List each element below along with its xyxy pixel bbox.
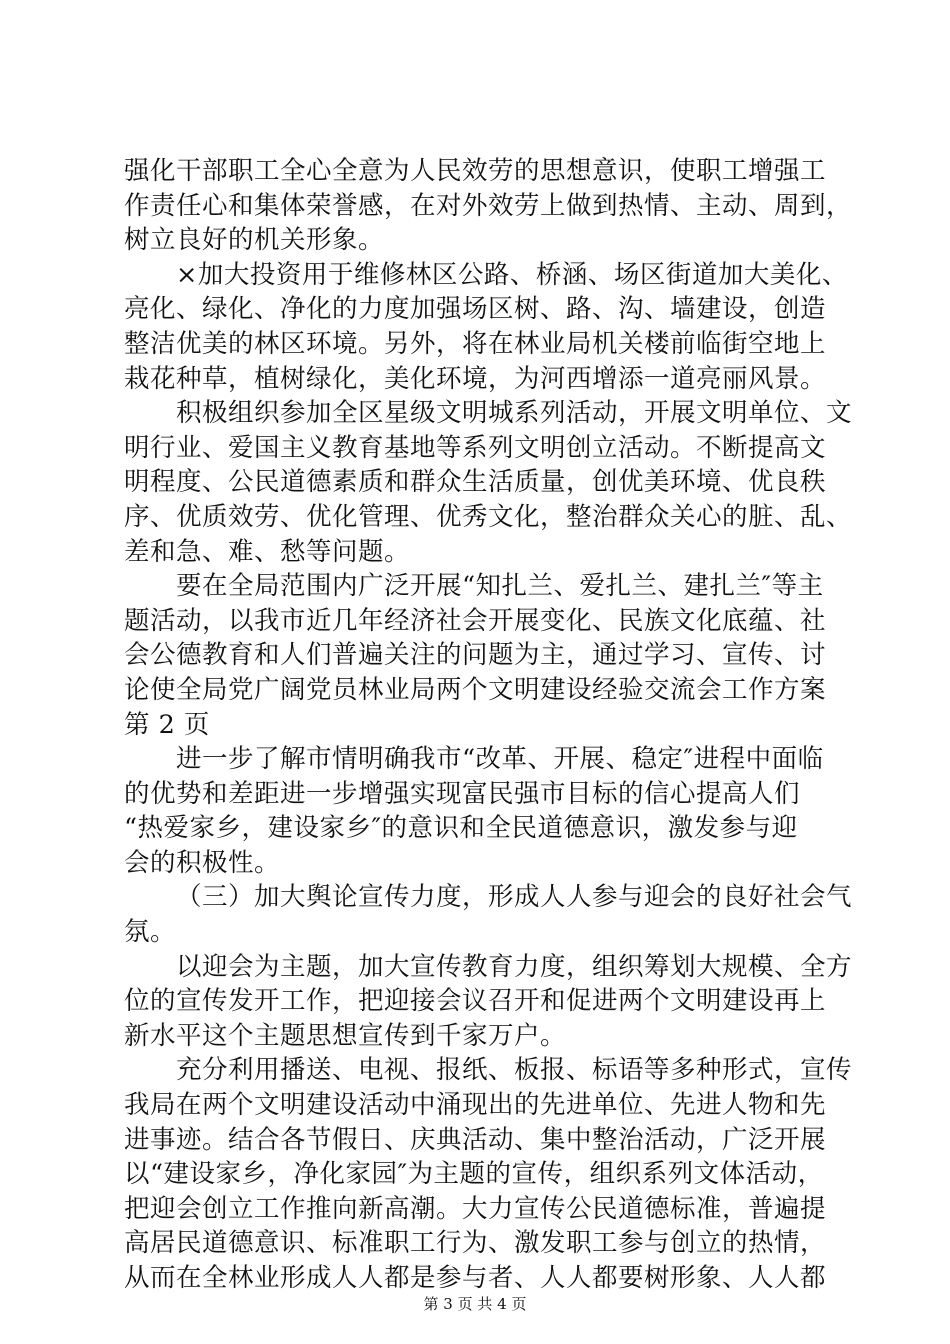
text-line: 明行业、爱国主义教育基地等系列文明创立活动。不断提高文 — [124, 432, 827, 463]
text-line: 从而在全林业形成人人都是参与者、人人都要树形象、人人都 — [124, 1263, 827, 1293]
text-line: 充分利用播送、电视、报纸、板报、标语等多种形式，宣传 — [176, 1055, 853, 1086]
body-text — [124, 154, 853, 1296]
text-line: 栽花种草，植树绿化，美化环境，为河西增添一道亮丽风景。 — [124, 363, 827, 394]
text-line: 积极组织参加全区星级文明城系列活动，开展文明单位、文 — [176, 398, 853, 429]
text-line: 进一步了解市情明确我市“改革、开展、稳定″进程中面临 — [176, 744, 824, 775]
text-line: 我局在两个文明建设活动中涌现出的先进单位、先进人物和先 — [124, 1090, 827, 1121]
text-line: 要在全局范围内广泛开展“知扎兰、爱扎兰、建扎兰″等主 — [176, 571, 824, 602]
text-line: “热爱家乡，建设家乡″的意识和全民道德意识，激发参与迎 — [124, 813, 798, 844]
text-line: ×加大投资用于维修林区公路、桥涵、场区街道加大美化、 — [176, 259, 848, 290]
text-line: 以“建设家乡，净化家园″为主题的宣传，组织系列文体活动， — [124, 1159, 824, 1190]
text-line: 进事迹。结合各节假日、庆典活动、集中整治活动，广泛开展 — [124, 1124, 827, 1155]
text-line: 强化干部职工全心全意为人民效劳的思想意识，使职工增强工 — [124, 156, 827, 186]
text-line: 树立良好的机关形象。 — [124, 225, 385, 256]
text-line: 整洁优美的林区环境。另外，将在林业局机关楼前临街空地上 — [124, 328, 827, 359]
page-footer: 第 3 页 共 4 页 — [423, 1295, 527, 1313]
text-line: 新水平这个主题思想宣传到千家万户。 — [124, 1020, 567, 1051]
text-line: 会的积极性。 — [124, 847, 281, 878]
text-line: 序、优质效劳、优化管理、优秀文化，整治群众关心的脏、乱、 — [124, 501, 853, 532]
text-line: 会公德教育和人们普遍关注的问题为主，通过学习、宣传、讨 — [124, 640, 827, 671]
text-line: 高居民道德意识、标准职工行为、激发职工参与创立的热情， — [124, 1228, 827, 1259]
text-line: 差和急、难、愁等问题。 — [124, 536, 411, 567]
text-line: 题活动，以我市近几年经济社会开展变化、民族文化底蕴、社 — [124, 605, 827, 636]
text-line: 把迎会创立工作推向新高潮。大力宣传公民道德标准，普遍提 — [124, 1193, 827, 1224]
text-line: 的优势和差距进一步增强实现富民强市目标的信心提高人们 — [124, 778, 801, 809]
text-line: 明程度、公民道德素质和群众生活质量，创优美环境、优良秩 — [124, 467, 827, 498]
text-line: 氛。 — [124, 917, 177, 948]
section-heading: （三）加大舆论宣传力度，形成人人参与迎会的良好社会气 — [176, 882, 853, 913]
text-line: 论使全局党广阔党员林业局两个文明建设经验交流会工作方案 — [124, 674, 827, 705]
text-line: 亮化、绿化、净化的力度加强场区树、路、沟、墙建设，创造 — [124, 294, 827, 325]
text-line: 以迎会为主题，加大宣传教育力度，组织筹划大规模、全方 — [176, 951, 853, 982]
text-line: 作责任心和集体荣誉感，在对外效劳上做到热情、主动、周到， — [124, 190, 853, 221]
text-line: 位的宣传发开工作，把迎接会议召开和促进两个文明建设再上 — [124, 986, 827, 1017]
inline-page-marker: 第 2 页 — [124, 709, 210, 740]
